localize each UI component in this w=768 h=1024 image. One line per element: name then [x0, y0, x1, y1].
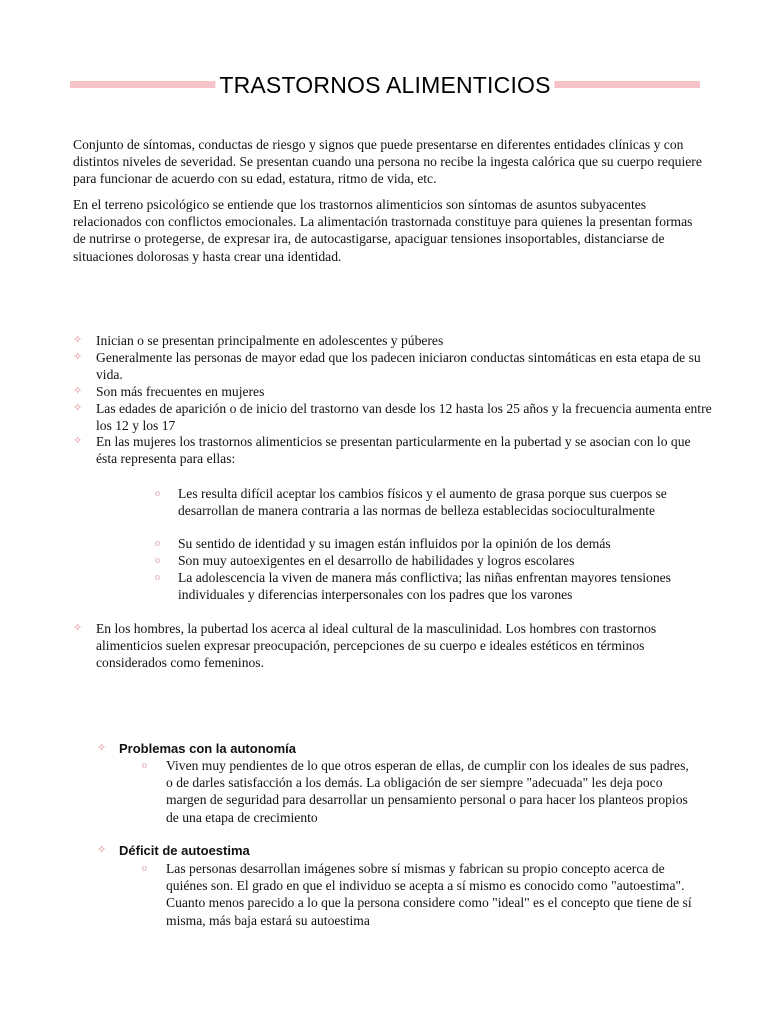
circle-bullet-icon: o [155, 555, 160, 566]
diamond-bullet-icon: ✧ [73, 351, 83, 363]
section-heading-text: Problemas con la autonomía [119, 741, 296, 756]
diamond-bullet-icon: ✧ [97, 742, 107, 754]
list-item-text: En los hombres, la pubertad los acerca al ideal cultural de la masculinidad. Los hombres con trastornos alimenticios suelen expresar preocupación, percepciones de su cuerpo e ideales estéticos en términos considerados como femeninos. [96, 621, 657, 671]
list-item-text: Son más frecuentes en mujeres [96, 384, 265, 399]
list-item-text: Generalmente las personas de mayor edad que los padecen iniciaron conductas sintomáticas en esta etapa de su vida. [96, 350, 701, 383]
section-item-text: Viven muy pendientes de lo que otros esperan de ellas, de cumplir con los ideales de sus padres, o de darles satisfacción a los demás. La obligación de ser siempre "adecuada" les deja poco margen de seguridad para desarrollar un pensamiento personal o para hacer los planteos propios de una etapa de crecimiento [166, 758, 689, 825]
diamond-bullet-icon: ✧ [73, 622, 83, 634]
circle-bullet-icon: o [142, 863, 147, 874]
list-item-text: Las edades de aparición o de inicio del trastorno van desde los 12 hasta los 25 años y la frecuencia aumenta entre los 12 y los 17 [96, 401, 712, 434]
list-item [73, 332, 713, 349]
sub-list-item-text: Son muy autoexigentes en el desarrollo de habilidades y logros escolares [178, 553, 575, 568]
section-item-text: Las personas desarrollan imágenes sobre sí mismas y fabrican su propio concepto acerca de quiénes son. El grado en que el individuo se acepta a sí mismo es conocido como "autoestima". Cuanto menos parecido a lo que la persona considere como "ideal" es el concepto que tiene de sí misma, más baja estará su autoestima [166, 861, 692, 928]
sub-list-item-text: Su sentido de identidad y su imagen están influidos por la opinión de los demás [178, 536, 611, 551]
list-item [73, 349, 713, 383]
section-heading [97, 842, 250, 859]
page-title: TRASTORNOS ALIMENTICIOS [215, 70, 554, 100]
diamond-bullet-icon: ✧ [73, 402, 83, 414]
list-item-text: Inician o se presentan principalmente en adolescentes y púberes [96, 333, 444, 348]
diamond-bullet-icon: ✧ [97, 844, 107, 856]
title-bar [70, 70, 700, 100]
section-heading [97, 740, 296, 757]
circle-bullet-icon: o [155, 572, 160, 583]
intro-paragraph: Conjunto de síntomas, conductas de riesgo y signos que puede presentarse en diferentes entidades clínicas y con distintos niveles de severidad. Se presentan cuando una persona no recibe la ingesta calórica que su cuerpo requiere para funcionar de acuerdo con su edad, estatura, ritmo de vida, etc. [73, 137, 702, 187]
diamond-bullet-icon: ✧ [73, 435, 83, 447]
sub-list-item-text: La adolescencia la viven de manera más conflictiva; las niñas enfrentan mayores tensiones individuales y diferencias interpersonales con los padres que los varones [178, 570, 671, 603]
sub-list-item-text: Les resulta difícil aceptar los cambios físicos y el aumento de grasa porque sus cuerpos se desarrollan de manera contraria a las normas de belleza establecidas socioculturalmente [178, 486, 667, 519]
circle-bullet-icon: o [155, 538, 160, 549]
psychology-paragraph: En el terreno psicológico se entiende que los trastornos alimenticios son síntomas de asuntos subyacentes relacionados con conflictos emocionales. La alimentación trastornada constituye para quienes la presentan formas de nutrirse o protegerse, de expresar ira, de autocastigarse, apaciguar tensiones insoportables, distanciarse de situaciones dolorosas y hasta crear una identidad. [73, 197, 693, 264]
diamond-bullet-icon: ✧ [73, 385, 83, 397]
sub-list-item [155, 535, 700, 552]
sub-list-item [155, 569, 700, 603]
list-item [73, 400, 713, 434]
sub-list-item [155, 552, 700, 569]
section-item [142, 860, 692, 929]
section-heading-text: Déficit de autoestima [119, 843, 250, 858]
list-item-text: En las mujeres los trastornos alimenticios se presentan particularmente en la pubertad y se asocian con lo que ésta representa para ellas: [96, 434, 691, 467]
list-item [73, 383, 713, 400]
list-item [73, 433, 713, 467]
sub-list-item [155, 485, 700, 519]
circle-bullet-icon: o [142, 760, 147, 771]
circle-bullet-icon: o [155, 488, 160, 499]
list-item [73, 620, 713, 672]
diamond-bullet-icon: ✧ [73, 334, 83, 346]
section-item [142, 757, 692, 826]
